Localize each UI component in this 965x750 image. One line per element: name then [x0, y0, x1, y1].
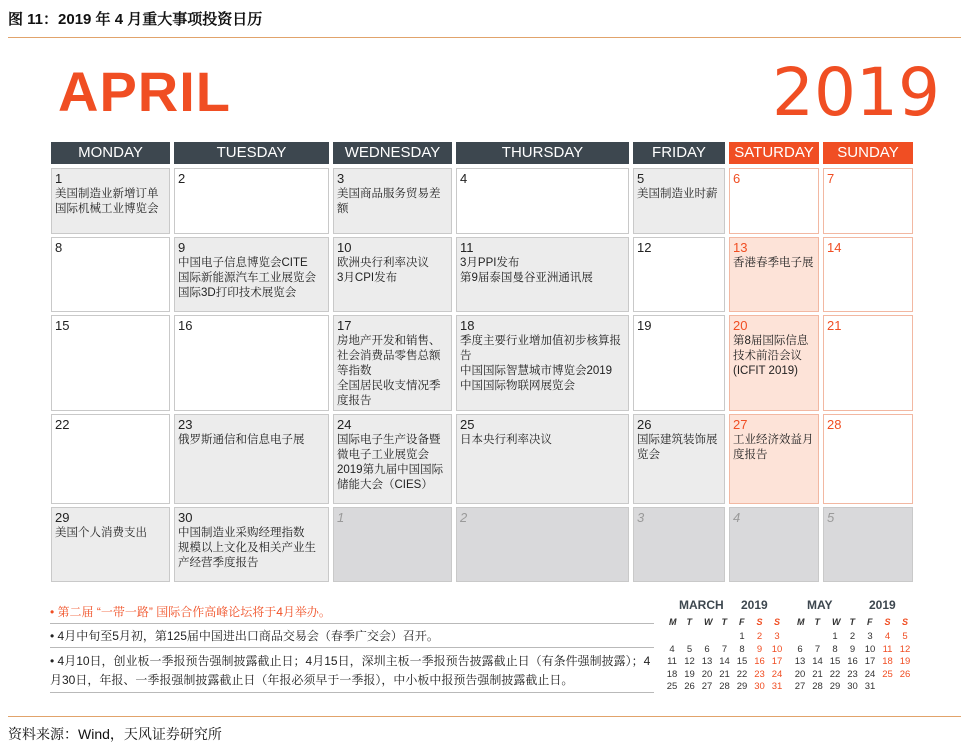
weekday-header-monday: MONDAY	[51, 142, 170, 164]
calendar-day-cell	[729, 507, 819, 582]
figure-title: 图 11：2019 年 4 月重大事项投资日历	[8, 11, 263, 28]
mini-year-label: 2019	[741, 598, 768, 612]
mini-day: 5	[686, 643, 693, 655]
calendar-day-cell	[456, 237, 629, 312]
day-number: 9	[178, 240, 186, 255]
calendar-day-cell	[823, 315, 913, 411]
day-number: 10	[337, 240, 352, 255]
event-text: 国际新能源汽车工业展览会	[178, 272, 316, 284]
calendar-day-cell	[333, 414, 452, 504]
day-number: 1	[337, 510, 345, 525]
mini-day: 13	[794, 656, 806, 667]
calendar-day-cell	[729, 237, 819, 312]
mini-day: 12	[899, 643, 911, 655]
mini-day: 27	[701, 681, 713, 692]
calendar-day-cell	[456, 315, 629, 411]
mini-day: 29	[736, 681, 748, 692]
weekday-header-saturday: SATURDAY	[729, 142, 819, 164]
day-number: 4	[460, 171, 468, 186]
day-number: 3	[637, 510, 645, 525]
day-number: 15	[55, 318, 70, 333]
calendar-day-cell	[333, 168, 452, 234]
mini-day: 10	[771, 643, 783, 655]
mini-day: 25	[882, 668, 893, 680]
mini-day: 14	[719, 656, 730, 667]
event-text: 中国制造业采购经理指数	[178, 527, 305, 539]
mini-day: 29	[829, 681, 841, 692]
mini-day: 9	[756, 643, 763, 655]
event-text: 国际电子生产设备暨微电子工业展览会	[337, 434, 441, 461]
mini-day: 20	[794, 668, 806, 680]
event-text: 香港春季电子展	[733, 257, 814, 269]
day-number: 5	[827, 510, 835, 525]
month-label: APRIL	[58, 60, 231, 123]
mini-day: 1	[832, 631, 838, 642]
mini-day: 18	[882, 656, 893, 667]
day-number: 12	[637, 240, 652, 255]
calendar-day-cell	[729, 168, 819, 234]
event-text: 国际建筑装饰展览会	[637, 434, 718, 461]
mini-day: 31	[771, 681, 783, 692]
mini-day: 23	[847, 668, 858, 680]
calendar-day-cell	[456, 507, 629, 582]
source-divider	[8, 716, 961, 717]
mini-day: 24	[864, 668, 876, 680]
mini-day: 8	[739, 643, 745, 655]
day-number: 14	[827, 240, 842, 255]
calendar-day-cell	[633, 507, 725, 582]
day-number: 28	[827, 417, 842, 432]
calendar-day-cell	[456, 168, 629, 234]
mini-day: 26	[684, 681, 695, 692]
mini-day: 6	[704, 643, 710, 655]
day-number: 16	[178, 318, 193, 333]
mini-day: 18	[666, 668, 678, 680]
calendar-day-cell	[633, 237, 725, 312]
mini-day: 23	[754, 668, 765, 680]
mini-day: 5	[902, 631, 908, 642]
mini-dow-label: T	[721, 617, 727, 627]
mini-day: 9	[849, 643, 856, 655]
mini-dow-label: W	[704, 617, 713, 627]
mini-day: 17	[864, 656, 876, 667]
calendar-day-cell	[51, 168, 170, 234]
event-text: 美国商品服务贸易差额	[337, 188, 441, 215]
note-item: • 4月中旬至5月初，第125届中国进出口商品交易会（春季广交会）召开。	[50, 629, 439, 643]
mini-day: 16	[754, 656, 765, 667]
calendar-day-cell	[456, 414, 629, 504]
weekday-header-sunday: SUNDAY	[823, 142, 913, 164]
calendar-day-cell	[633, 168, 725, 234]
event-text: 规模以上文化及相关产业生产经营季度报告	[178, 542, 316, 569]
event-text: 中国电子信息博览会CITE	[178, 257, 308, 269]
event-text: 中国国际智慧城市博览会2019	[460, 365, 613, 377]
mini-month-label: MARCH	[679, 598, 724, 612]
event-text: 房地产开发和销售、社会消费品零售总额等指数	[337, 335, 441, 377]
mini-day: 15	[736, 656, 748, 667]
event-text: 全国居民收支情况季度报告	[337, 380, 441, 407]
mini-day: 4	[669, 643, 675, 655]
day-number: 8	[55, 240, 63, 255]
mini-dow-label: T	[849, 617, 855, 627]
mini-dow-label: S	[884, 617, 891, 627]
weekday-header-thursday: THURSDAY	[456, 142, 629, 164]
mini-dow-label: S	[774, 617, 781, 627]
mini-day: 1	[739, 631, 745, 642]
calendar-day-cell	[333, 507, 452, 582]
day-number: 18	[460, 318, 475, 333]
day-number: 23	[178, 417, 193, 432]
event-text: 日本央行利率决议	[460, 434, 552, 446]
event-text: 中国国际物联网展览会	[460, 380, 575, 392]
day-number: 4	[733, 510, 741, 525]
source-note: 资料来源：Wind，天风证券研究所	[8, 726, 222, 742]
mini-dow-label: M	[669, 617, 677, 627]
calendar-day-cell	[51, 507, 170, 582]
mini-day: 2	[849, 631, 856, 642]
calendar-day-cell	[729, 414, 819, 504]
event-text: 欧洲央行利率决议	[337, 257, 429, 269]
mini-day: 28	[719, 681, 730, 692]
mini-day: 19	[899, 656, 911, 667]
mini-dow-label: F	[867, 617, 873, 627]
day-number: 27	[733, 417, 748, 432]
mini-day: 30	[847, 681, 858, 692]
mini-day: 7	[814, 643, 821, 655]
day-number: 13	[733, 240, 748, 255]
calendar-day-cell	[823, 237, 913, 312]
weekday-header-wednesday: WEDNESDAY	[333, 142, 452, 164]
mini-day: 3	[867, 631, 873, 642]
note-divider	[50, 647, 654, 648]
calendar-day-cell	[51, 315, 170, 411]
note-divider	[50, 692, 654, 693]
mini-day: 22	[736, 668, 748, 680]
day-number: 20	[733, 318, 748, 333]
mini-day: 2	[756, 631, 763, 642]
event-text: 美国制造业新增订单	[55, 188, 159, 200]
calendar-day-cell	[51, 414, 170, 504]
event-text: 美国制造业时薪	[637, 188, 718, 200]
mini-day: 11	[667, 656, 677, 667]
mini-dow-label: F	[739, 617, 745, 627]
day-number: 30	[178, 510, 193, 525]
mini-day: 26	[899, 668, 911, 680]
mini-dow-label: S	[756, 617, 763, 627]
weekday-header-tuesday: TUESDAY	[174, 142, 329, 164]
mini-day: 11	[882, 643, 893, 655]
calendar-day-cell	[729, 315, 819, 411]
calendar-day-cell	[823, 168, 913, 234]
calendar-day-cell	[174, 237, 329, 312]
calendar-day-cell	[174, 315, 329, 411]
day-number: 6	[733, 171, 741, 186]
note-item: • 第二届 “一带一路” 国际合作高峰论坛将于4月举办。	[50, 605, 331, 619]
calendar-day-cell	[823, 507, 913, 582]
event-text: 3月PPI发布	[460, 257, 520, 269]
mini-day: 22	[829, 668, 841, 680]
weekday-header-friday: FRIDAY	[633, 142, 725, 164]
mini-day: 12	[684, 656, 695, 667]
mini-day: 30	[754, 681, 765, 692]
event-text: 美国个人消费支出	[55, 527, 147, 539]
mini-day: 16	[847, 656, 858, 667]
mini-day: 19	[684, 668, 695, 680]
note-item: • 4月10日，创业板一季报预告强制披露截止日；4月15日，深圳主板一季报预告披露截止日（有条件强制披露）；4月30日，年报、一季报强制披露截止日（年报必须早于一季报），中小板中报预告强制披露截止日。	[50, 654, 651, 687]
mini-day: 31	[864, 681, 876, 692]
mini-day: 21	[719, 668, 730, 680]
mini-day: 14	[812, 656, 823, 667]
day-number: 17	[337, 318, 352, 333]
mini-day: 25	[666, 681, 678, 692]
title-divider	[8, 37, 961, 38]
event-text: 3月CPI发布	[337, 272, 398, 284]
day-number: 1	[55, 171, 63, 186]
mini-day: 4	[884, 631, 891, 642]
day-number: 11	[460, 240, 474, 255]
calendar-day-cell	[51, 237, 170, 312]
mini-day: 17	[771, 656, 783, 667]
mini-day: 13	[701, 656, 713, 667]
mini-day: 24	[771, 668, 783, 680]
calendar-day-cell	[633, 315, 725, 411]
calendar-day-cell	[633, 414, 725, 504]
mini-month-label: MAY	[807, 598, 833, 612]
event-text: 第8届国际信息技术前沿会议(ICFIT 2019)	[733, 335, 809, 377]
mini-day: 27	[794, 681, 806, 692]
mini-day: 3	[774, 631, 780, 642]
event-text: 季度主要行业增加值初步核算报告	[460, 335, 621, 362]
mini-dow-label: T	[686, 617, 692, 627]
event-text: 2019第九届中国国际储能大会（CIES）	[337, 464, 444, 491]
calendar-day-cell	[174, 507, 329, 582]
day-number: 26	[637, 417, 652, 432]
mini-dow-label: W	[832, 617, 841, 627]
event-text: 第9届泰国曼谷亚洲通讯展	[460, 272, 593, 284]
calendar-day-cell	[174, 168, 329, 234]
mini-day: 28	[812, 681, 823, 692]
day-number: 2	[460, 510, 468, 525]
mini-year-label: 2019	[869, 598, 896, 612]
calendar-day-cell	[333, 315, 452, 411]
day-number: 3	[337, 171, 345, 186]
year-label: 2019	[772, 54, 940, 131]
day-number: 5	[637, 171, 645, 186]
day-number: 2	[178, 171, 186, 186]
event-text: 工业经济效益月度报告	[733, 434, 814, 461]
mini-dow-label: M	[797, 617, 805, 627]
day-number: 21	[827, 318, 842, 333]
mini-day: 10	[864, 643, 876, 655]
mini-day: 15	[829, 656, 841, 667]
event-text: 国际3D打印技术展览会	[178, 287, 297, 299]
day-number: 25	[460, 417, 475, 432]
day-number: 22	[55, 417, 70, 432]
mini-day: 8	[832, 643, 838, 655]
calendar-day-cell	[823, 414, 913, 504]
mini-day: 6	[797, 643, 803, 655]
calendar-day-cell	[333, 237, 452, 312]
mini-day: 21	[812, 668, 823, 680]
mini-day: 20	[701, 668, 713, 680]
mini-day: 7	[721, 643, 728, 655]
note-divider	[50, 623, 654, 624]
day-number: 29	[55, 510, 70, 525]
mini-dow-label: T	[814, 617, 820, 627]
day-number: 19	[637, 318, 652, 333]
day-number: 24	[337, 417, 352, 432]
event-text: 俄罗斯通信和信息电子展	[178, 434, 305, 446]
calendar-day-cell	[174, 414, 329, 504]
event-text: 国际机械工业博览会	[55, 203, 159, 215]
mini-dow-label: S	[902, 617, 909, 627]
day-number: 7	[827, 171, 835, 186]
